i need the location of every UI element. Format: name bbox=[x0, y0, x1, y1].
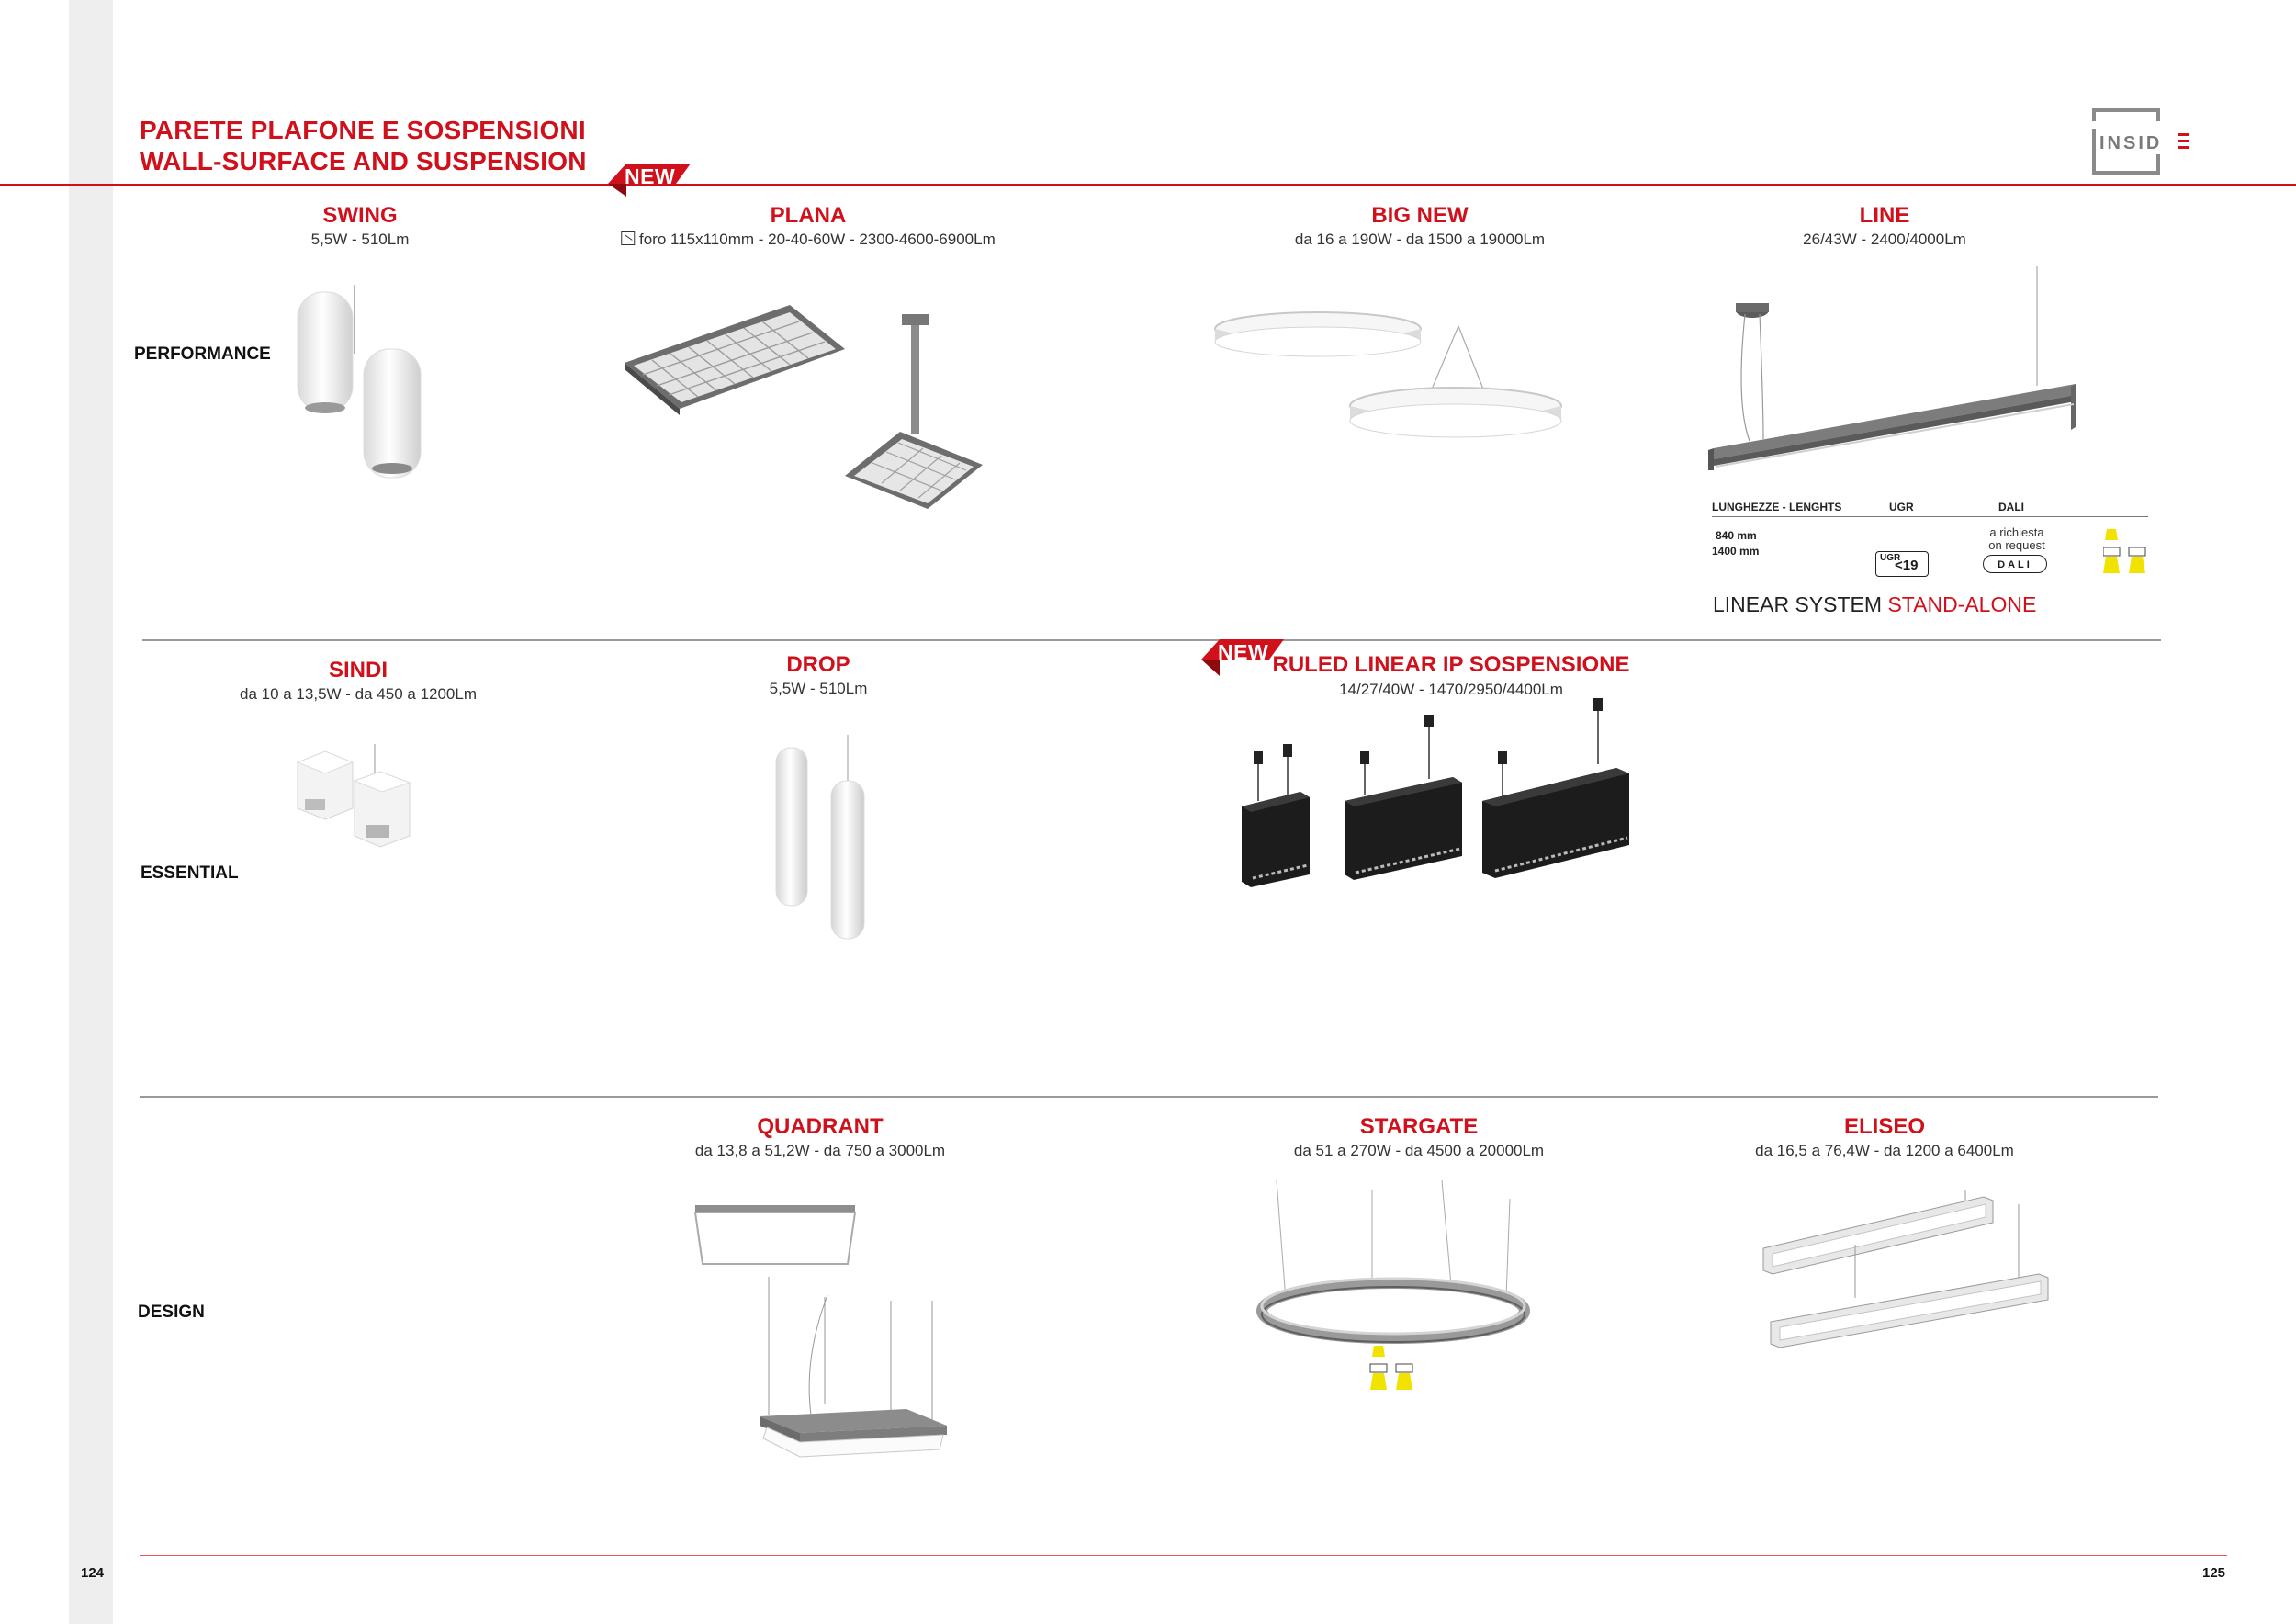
page-number-left: 124 bbox=[81, 1565, 105, 1581]
product-spec-plana bbox=[621, 231, 995, 249]
product-name-big-new: BIG NEW bbox=[1371, 203, 1469, 228]
recessed-cutout-icon bbox=[621, 231, 635, 245]
product-spec-eliseo: da 16,5 a 76,4W - da 1200 a 6400Lm bbox=[1755, 1142, 2014, 1159]
product-name-stargate: STARGATE bbox=[1359, 1114, 1479, 1139]
stand-alone-text: STAND-ALONE bbox=[1887, 592, 2037, 616]
sindi-image bbox=[292, 744, 421, 854]
product-spec-stargate: da 51 a 270W - da 4500 a 20000Lm bbox=[1293, 1142, 1545, 1159]
title-italian: PARETE PLAFONE E SOSPENSIONI bbox=[140, 116, 586, 144]
dali-note-1: a richiesta bbox=[1989, 525, 2044, 539]
page-number-right: 125 bbox=[2202, 1565, 2226, 1581]
ruled-image bbox=[1231, 698, 1644, 891]
product-name-line: LINE bbox=[1859, 203, 1910, 228]
line-table-length-2: 1400 mm bbox=[1712, 545, 1760, 558]
product-spec-drop: 5,5W - 510Lm bbox=[769, 680, 868, 697]
line-table-length-1: 840 mm bbox=[1716, 529, 1757, 542]
svg-text:INSID: INSID bbox=[2099, 133, 2163, 153]
product-spec-quadrant: da 13,8 a 51,2W - da 750 a 3000Lm bbox=[694, 1142, 946, 1159]
row-label-performance: PERFORMANCE bbox=[134, 344, 271, 364]
dali-badge bbox=[1983, 555, 2047, 573]
product-name-ruled: RULED LINEAR IP SOSPENSIONE bbox=[1272, 652, 1630, 677]
product-name-plana: PLANA bbox=[770, 203, 847, 228]
product-spec-sindi: da 10 a 13,5W - da 450 a 1200Lm bbox=[239, 685, 478, 703]
row-separator-1 bbox=[142, 639, 2161, 641]
new-badge-ruled: NEW bbox=[1201, 639, 1284, 672]
product-spec-line: 26/43W - 2400/4000Lm bbox=[1803, 231, 1966, 248]
product-name-sindi: SINDI bbox=[328, 658, 388, 682]
linear-system-label bbox=[1713, 592, 2036, 617]
line-table-col-lengths: LUNGHEZZE - LENGHTS bbox=[1712, 501, 1842, 513]
line-table-col-ugr: UGR bbox=[1889, 501, 1914, 513]
plana-image bbox=[606, 294, 992, 524]
product-name-swing: SWING bbox=[322, 203, 398, 228]
header-rule bbox=[0, 184, 2296, 186]
ugr-badge-top: UGR bbox=[1880, 553, 1901, 563]
dali-badge-text: DALI bbox=[1998, 559, 2032, 570]
row-label-design: DESIGN bbox=[138, 1303, 205, 1322]
big-new-image bbox=[1212, 294, 1598, 450]
product-name-quadrant: QUADRANT bbox=[757, 1114, 884, 1139]
title-english: WALL-SURFACE AND SUSPENSION bbox=[140, 147, 587, 175]
row-label-essential: ESSENTIAL bbox=[141, 863, 239, 883]
plana-spec-text: foro 115x110mm - 20-40-60W - 2300-4600-6900Lm bbox=[638, 231, 996, 248]
product-name-drop: DROP bbox=[786, 652, 850, 677]
line-table-rule bbox=[1712, 516, 2148, 517]
inside-logo bbox=[2092, 108, 2195, 175]
page-spine bbox=[69, 0, 113, 1624]
ugr-badge bbox=[1875, 551, 1929, 577]
eliseo-image bbox=[1754, 1190, 2057, 1373]
linear-system-text: LINEAR SYSTEM bbox=[1713, 592, 1883, 616]
stargate-image bbox=[1249, 1171, 1543, 1401]
ugr-badge-value: <19 bbox=[1895, 558, 1919, 573]
line-image bbox=[1708, 266, 2085, 487]
swing-image bbox=[285, 285, 441, 487]
line-table-col-dali: DALI bbox=[1998, 501, 2024, 513]
drop-image bbox=[767, 735, 877, 946]
row-separator-2 bbox=[140, 1096, 2158, 1098]
product-name-eliseo: ELISEO bbox=[1843, 1114, 1926, 1139]
dali-note-2: on request bbox=[1988, 538, 2045, 552]
product-spec-ruled: 14/27/40W - 1470/2950/4400Lm bbox=[1339, 681, 1563, 698]
quadrant-image bbox=[693, 1201, 969, 1477]
product-spec-swing: 5,5W - 510Lm bbox=[310, 231, 410, 248]
product-spec-big-new: da 16 a 190W - da 1500 a 19000Lm bbox=[1294, 231, 1546, 248]
light-emission-icon bbox=[2103, 527, 2147, 575]
footer-rule bbox=[140, 1555, 2227, 1556]
new-badge: NEW bbox=[608, 164, 691, 197]
